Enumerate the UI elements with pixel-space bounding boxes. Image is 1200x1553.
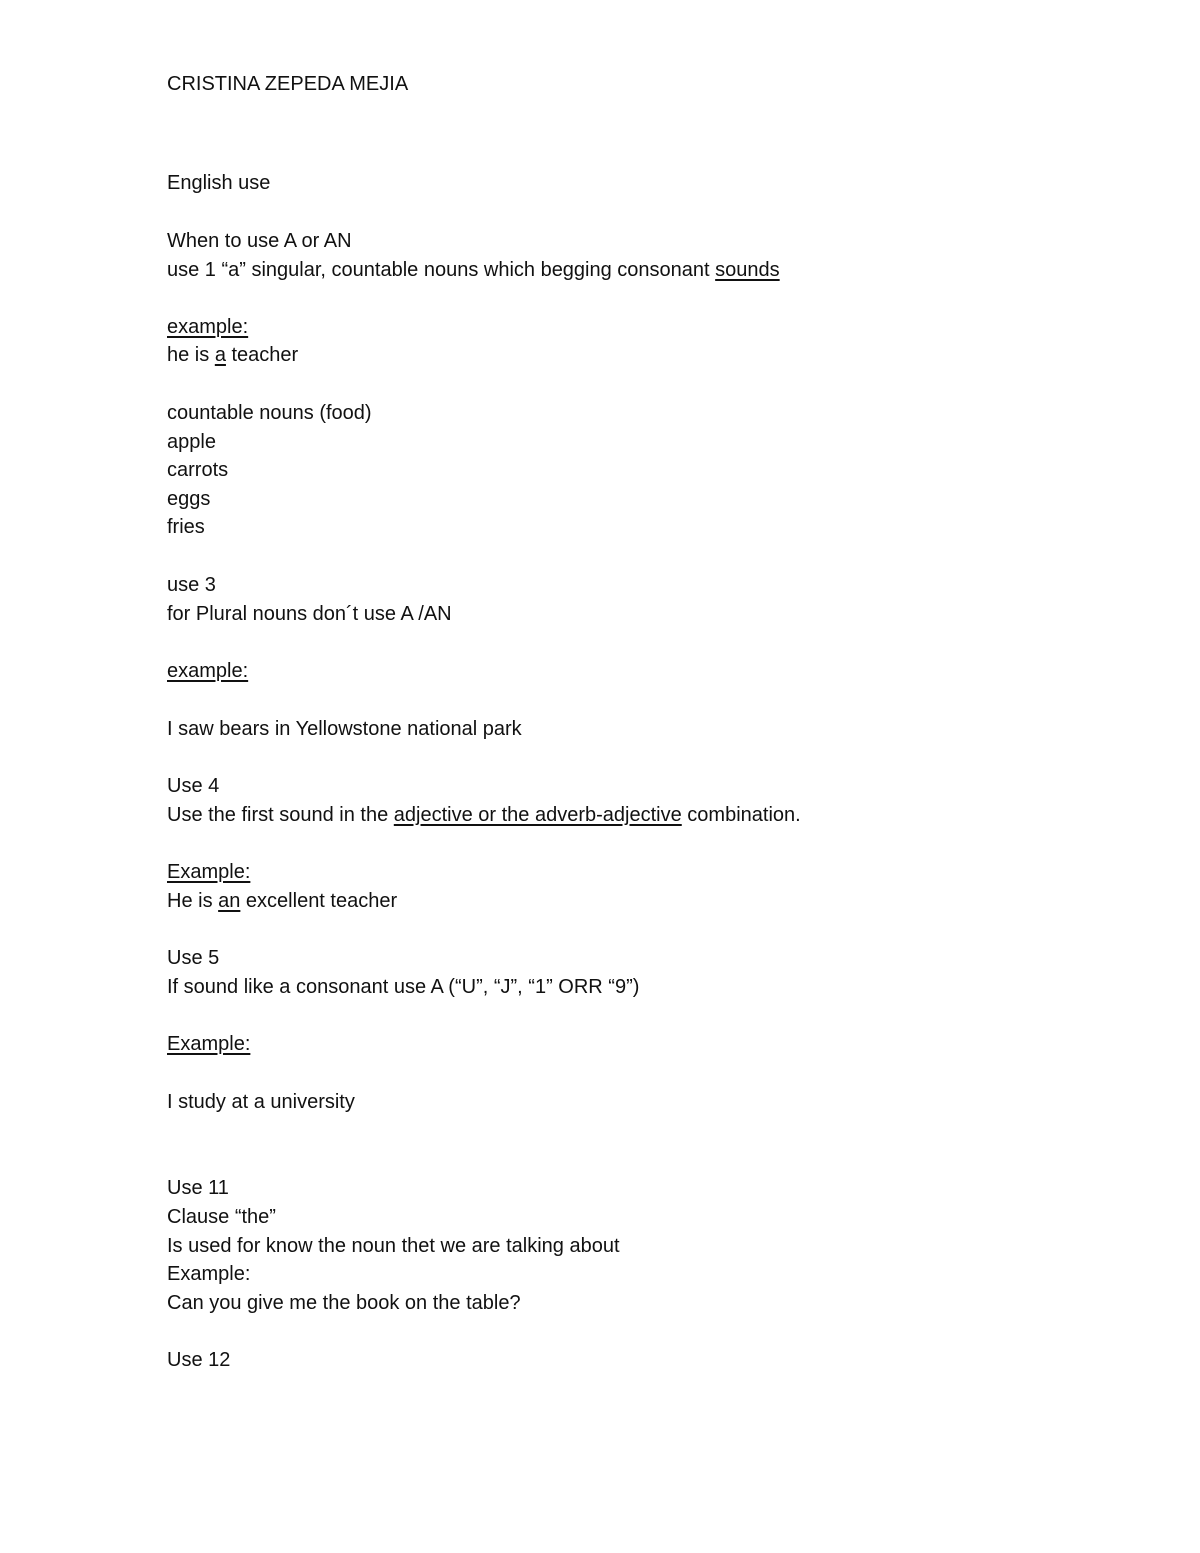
use4-text: Use the first sound in the [167, 804, 394, 826]
example-label: Example: [167, 861, 251, 883]
example-text: excellent teacher [240, 890, 398, 912]
example-text: he is [167, 344, 215, 366]
example-label: example: [167, 660, 249, 682]
author-name: CRISTINA ZEPEDA MEJIA [167, 73, 409, 95]
example-sentence [167, 889, 397, 913]
countable-title: countable nouns (food) [167, 402, 372, 424]
use4-text: combination. [681, 804, 801, 826]
use5-title: Use 5 [167, 947, 220, 969]
use3-title: use 3 [167, 574, 216, 596]
list-item: apple [167, 431, 216, 453]
use11-rule: Is used for know the noun thet we are talking about [167, 1235, 620, 1257]
use11-title: Use 11 [167, 1177, 229, 1199]
heading: English use [167, 172, 271, 194]
use1-underlined: sounds [715, 259, 780, 281]
list-item: fries [167, 516, 205, 538]
example-sentence: I study at a university [167, 1091, 355, 1113]
use4-underlined: adjective or the adverb-adjective [393, 804, 682, 826]
list-item: eggs [167, 488, 211, 510]
use12-title: Use 12 [167, 1349, 231, 1371]
use4-title: Use 4 [167, 775, 220, 797]
example-underlined: a [214, 344, 226, 366]
example-label: Example: [167, 1033, 251, 1055]
example-sentence [167, 343, 298, 367]
example-underlined: an [218, 890, 241, 912]
use5-rule: If sound like a consonant use A (“U”, “J”, “1” ORR “9”) [167, 976, 640, 998]
use3-rule: for Plural nouns don´t use A /AN [167, 603, 452, 625]
example-sentence: I saw bears in Yellowstone national park [167, 718, 522, 740]
use11-clause: Clause “the” [167, 1206, 276, 1228]
use1-rule [167, 258, 780, 282]
example-label: example: [167, 316, 249, 338]
example-text: He is [167, 890, 219, 912]
section-title: When to use A or AN [167, 230, 352, 252]
list-item: carrots [167, 459, 229, 481]
example-label: Example: [167, 1263, 251, 1285]
example-text: teacher [225, 344, 299, 366]
example-sentence: Can you give me the book on the table? [167, 1292, 521, 1314]
use4-rule [167, 803, 801, 827]
use1-text: use 1 “a” singular, countable nouns which begging consonant [167, 259, 716, 281]
